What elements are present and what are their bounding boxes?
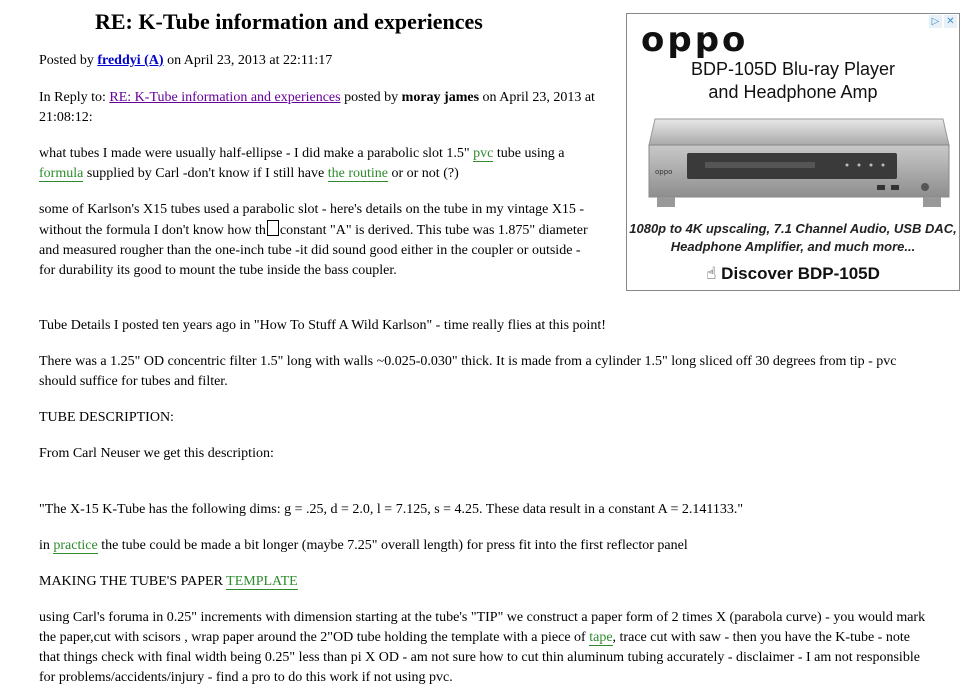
hourglass-cursor-icon <box>267 220 279 236</box>
heading-template: MAKING THE TUBE'S PAPER TEMPLATE <box>39 574 298 589</box>
pointer-icon: ☝ <box>706 264 717 283</box>
post-title: RE: K-Tube information and experiences <box>95 9 483 34</box>
ad-choices[interactable] <box>929 15 957 28</box>
oppo-logo: oppo <box>641 20 749 60</box>
keyword-link-practice[interactable]: practice <box>53 538 98 553</box>
keyword-link-tape[interactable]: tape <box>589 630 613 645</box>
keyword-link-formula[interactable]: formula <box>39 166 84 181</box>
paragraph-carl: From Carl Neuser we get this description: <box>39 446 274 461</box>
posted-by-line: Posted by freddyi (A) on April 23, 2013 at 22:11:17 <box>39 53 333 68</box>
paragraph-dims: "The X-15 K-Tube has the following dims: g = .25, d = 2.0, l = 7.125, s = 4.25. These data result in a constant A = 2.141133." <box>39 502 744 517</box>
heading-tube-description: TUBE DESCRIPTION: <box>39 410 174 425</box>
ad-choices-icon[interactable]: ▷ <box>929 15 942 28</box>
keyword-link-pvc[interactable]: pvc <box>473 146 494 161</box>
paragraph-practice: in practice the tube could be made a bit longer (maybe 7.25" overall length) for press fit into the first reflector panel <box>39 538 688 553</box>
paragraph-details: Tube Details I posted ten years ago in "How To Stuff A Wild Karlson" - time really flies at this point! <box>39 318 606 333</box>
player-brand-label: oppo <box>655 168 673 176</box>
ad-description: 1080p to 4K upscaling, 7.1 Channel Audio, USB DAC, Headphone Amplifier, and much more... <box>629 221 957 254</box>
reply-author: moray james <box>401 90 480 105</box>
blu-ray-player-image <box>647 117 951 215</box>
oppo-advertisement[interactable] <box>626 13 960 291</box>
paragraph-filter: There was a 1.25" OD concentric filter 1.5" long with walls ~0.025-0.030" thick. It is made from a cylinder 1.5" long sliced off 30 degrees from tip - pvc should suffice for tubes and filter. <box>39 354 897 389</box>
in-reply-to-line: In Reply to: RE: K-Tube information and experiences posted by moray james on April 23, 2013 at 21:08:12: <box>39 90 595 125</box>
author-link[interactable]: freddyi (A) <box>97 53 164 68</box>
paragraph-karlson: some of Karlson's X15 tubes used a parabolic slot - here's details on the tube in my vintage X15 - without the formula I don't know how th constant "A" is derived. This tube was 1.875" diameter and measured rougher than the one-inch tube -it did sound good either in the coupler or outside - for durability its good to mount the tube inside the bass coupler. <box>39 202 588 278</box>
keyword-link-template[interactable]: TEMPLATE <box>226 574 298 589</box>
keyword-link-routine[interactable]: the routine <box>327 166 388 181</box>
ad-close-icon[interactable]: ✕ <box>944 15 957 28</box>
reply-link[interactable]: RE: K-Tube information and experiences <box>109 90 341 105</box>
ad-title: BDP-105D Blu-ray Player and Headphone Amp <box>690 59 896 102</box>
paragraph-tubes: what tubes I made were usually half-ellipse - I did make a parabolic slot 1.5" pvc tube using a formula supplied by Carl -don't know if I still have the routine or or not (?) <box>39 146 565 181</box>
paragraph-paper-form: using Carl's foruma in 0.25" increments with dimension starting at the tube's "TIP" we construct a paper form of 2 times X (parabola curve) - you would mark the paper,cut with scisors , wrap paper around the 2"OD tube holding the template with a piece of tape, trace cut with saw - then you have the K-tube - note that things check with final width being 0.25" less than pi X OD - am not sure how to cut thin aluminum tubing accurately - disclaimer - I am not responsible for problems/accidents/injury - find a pro to do this work if not using pvc. <box>39 610 926 685</box>
discover-button[interactable]: ☝ Discover BDP-105D <box>706 264 880 283</box>
